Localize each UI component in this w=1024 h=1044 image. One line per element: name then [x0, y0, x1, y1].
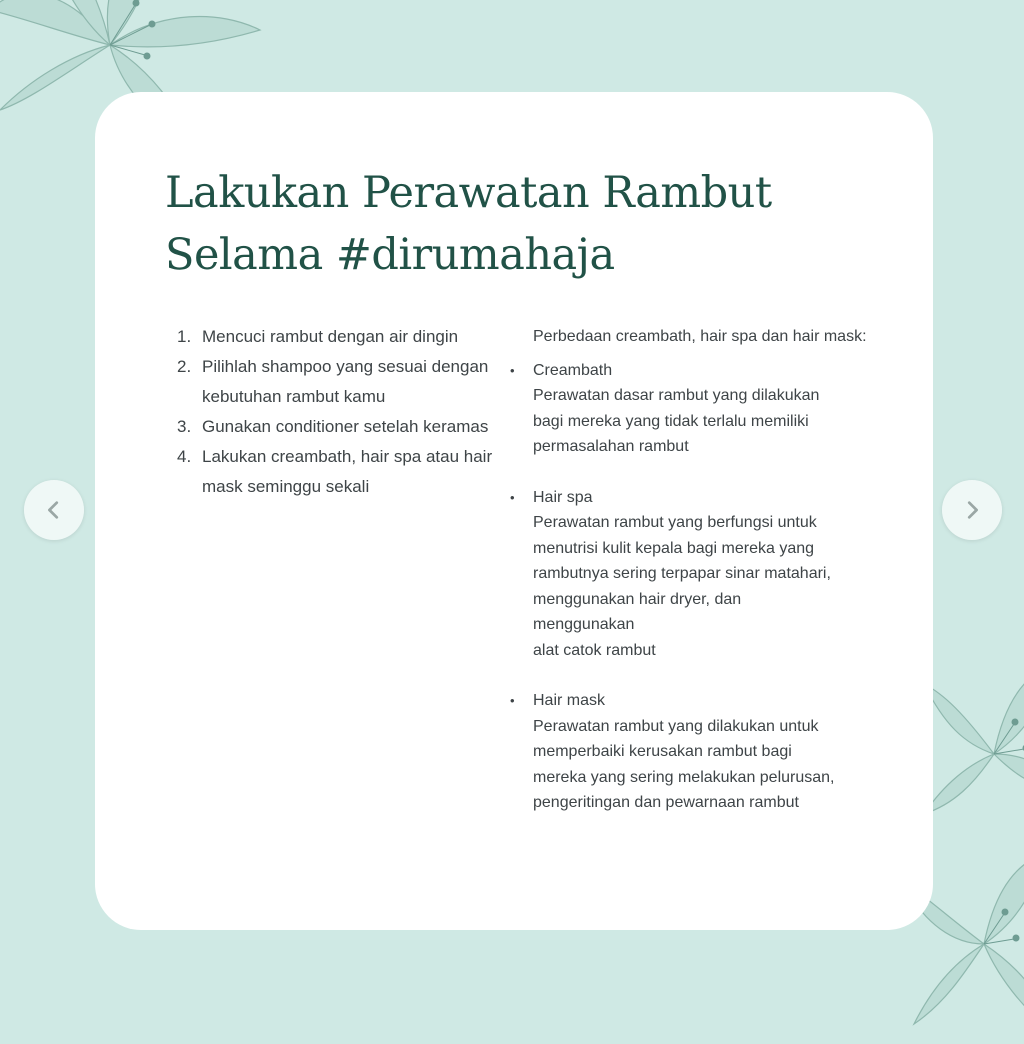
treatment-description: Perawatan rambut yang berfungsi untuk menutrisi kulit kepala bagi mereka yang rambutnya sering terpapar sinar matahari, menggunakan hair dryer, dan menggunakan alat catok rambut: [533, 514, 831, 659]
post-card: [95, 92, 933, 930]
chevron-right-icon: [961, 499, 983, 521]
post-title-line-2: Selama #dirumahaja: [165, 230, 615, 280]
treatment-description: Perawatan rambut yang dilakukan untuk memperbaiki kerusakan rambut bagi mereka yang sering melakukan pelurusan, pengeritingan dan pewarnaan rambut: [533, 717, 835, 811]
care-step: [177, 442, 507, 502]
post-title: [165, 162, 865, 286]
treatment-name: Hair mask: [533, 692, 606, 709]
care-step: [177, 352, 507, 412]
treatment-name: Creambath: [533, 361, 613, 379]
previous-slide-button[interactable]: [24, 480, 84, 540]
step-text: Mencuci rambut dengan air dingin: [202, 327, 459, 346]
care-step: [177, 322, 507, 352]
step-number: 2.: [177, 357, 192, 376]
post-title-line-1: Lakukan Perawatan Rambut: [165, 168, 772, 218]
treatment-list: [510, 358, 870, 816]
care-step: [177, 412, 507, 442]
bullet: •: [510, 489, 515, 505]
treatment-comparison: [510, 324, 870, 841]
care-steps-list: [177, 322, 507, 502]
bullet: •: [510, 693, 515, 708]
treatment-description: Perawatan dasar rambut yang dilakukan bagi mereka yang tidak terlalu memiliki permasalahan rambut: [533, 387, 820, 455]
step-number: 1.: [177, 327, 192, 346]
step-text: Lakukan creambath, hair spa atau hair mask seminggu sekali: [202, 447, 493, 496]
treatment-item: [510, 688, 870, 816]
treatment-name: Hair spa: [533, 488, 593, 506]
treatment-item: [510, 358, 870, 460]
comparison-intro: Perbedaan creambath, hair spa dan hair mask:: [533, 328, 867, 345]
step-number: 3.: [177, 417, 192, 436]
step-number: 4.: [177, 447, 192, 466]
treatment-item: [510, 485, 870, 664]
bullet: •: [510, 362, 515, 378]
step-text: Gunakan conditioner setelah keramas: [202, 417, 489, 436]
chevron-left-icon: [43, 499, 65, 521]
step-text: Pilihlah shampoo yang sesuai dengan kebutuhan rambut kamu: [202, 357, 489, 406]
next-slide-button[interactable]: [942, 480, 1002, 540]
